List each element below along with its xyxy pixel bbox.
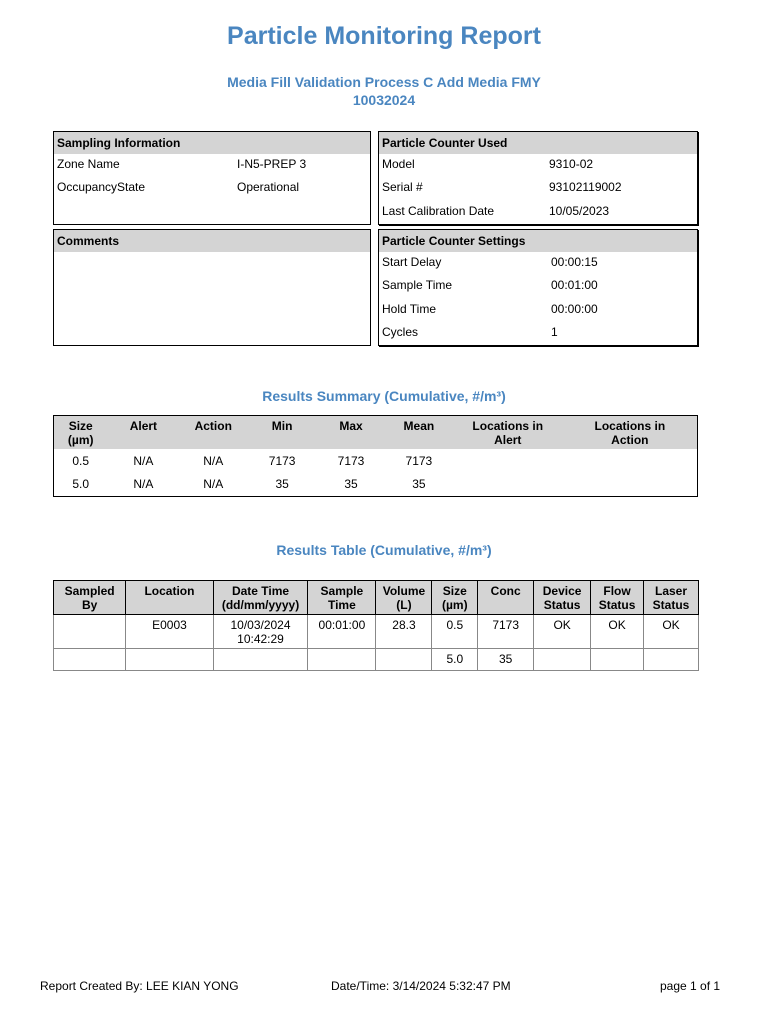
results-header-cell: Volume (L)	[376, 581, 432, 615]
results-cell	[534, 649, 591, 671]
summary-cell: 35	[344, 477, 358, 492]
summary-cell	[563, 472, 698, 496]
results-header-cell: Sample Time	[308, 581, 376, 615]
sampling-value: I-N5-PREP 3	[237, 157, 307, 171]
table-row	[54, 615, 699, 649]
settings-row	[379, 322, 697, 345]
counter-row	[379, 177, 697, 200]
sampling-row	[54, 177, 370, 200]
results-cell	[213, 649, 308, 671]
settings-row	[379, 299, 697, 322]
sampling-row	[54, 154, 370, 177]
sampling-label: OccupancyState	[57, 180, 146, 195]
results-header-cell: Sampled By	[54, 581, 126, 615]
footer-page-number: page 1 of 1	[660, 979, 721, 993]
results-cell	[591, 649, 644, 671]
results-header-cell: Flow Status	[591, 581, 644, 615]
summary-header-action: Action	[179, 416, 247, 450]
report-subtitle	[0, 73, 768, 109]
sampling-value: Operational	[237, 180, 300, 195]
summary-cell	[453, 472, 563, 496]
sampling-label: Zone Name	[57, 157, 120, 171]
results-cell: 00:01:00	[308, 615, 376, 649]
results-cell	[54, 615, 126, 649]
settings-label: Start Delay	[382, 255, 442, 269]
counter-value: 9310-02	[549, 157, 594, 171]
summary-header-locations-in-alert: Locations in Alert	[453, 416, 563, 450]
results-table-title: Results Table (Cumulative, #/m³)	[276, 542, 492, 558]
results-cell: OK	[644, 615, 699, 649]
summary-cell: 35	[412, 477, 426, 492]
results-header-cell: Size (µm)	[432, 581, 478, 615]
table-row	[54, 649, 699, 671]
summary-header-mean: Mean	[385, 416, 453, 450]
comments-panel	[53, 229, 371, 346]
results-header-cell: Device Status	[534, 581, 591, 615]
settings-value: 1	[551, 324, 558, 339]
results-cell: 35	[478, 649, 534, 671]
table-row	[54, 472, 698, 496]
summary-cell: 7173	[405, 453, 433, 468]
footer-created-by: Report Created By: LEE KIAN YONG	[40, 979, 239, 993]
summary-cell: N/A	[203, 477, 224, 492]
results-cell	[644, 649, 699, 671]
summary-header-size: Size (µm)	[54, 416, 108, 450]
results-cell: 0.5	[432, 615, 478, 649]
sampling-information-header: Sampling Information	[54, 132, 370, 154]
results-cell	[54, 649, 126, 671]
summary-header-alert: Alert	[107, 416, 179, 450]
results-header-cell: Conc	[478, 581, 534, 615]
summary-header-locations-in-action: Locations in Action	[563, 416, 698, 450]
particle-counter-used-header: Particle Counter Used	[379, 132, 697, 154]
results-cell	[126, 649, 213, 671]
settings-row	[379, 275, 697, 298]
summary-cell	[453, 449, 563, 472]
results-cell: 28.3	[376, 615, 432, 649]
settings-value: 00:00:15	[551, 255, 598, 269]
summary-cell: 5.0	[72, 477, 90, 492]
counter-value: 93102119002	[549, 180, 622, 195]
results-summary-table	[53, 415, 698, 497]
results-cell: OK	[591, 615, 644, 649]
results-cell: E0003	[126, 615, 213, 649]
counter-value: 10/05/2023	[549, 203, 610, 218]
results-cell: 10/03/2024 10:42:29	[213, 615, 308, 649]
results-header-row	[54, 581, 699, 615]
settings-value: 00:00:00	[551, 301, 598, 316]
subtitle-line-1: Media Fill Validation Process C Add Media FMY	[227, 74, 541, 90]
results-table	[53, 580, 699, 671]
summary-cell: 0.5	[72, 453, 90, 468]
settings-label: Hold Time	[382, 301, 437, 316]
subtitle-line-2: 10032024	[352, 92, 416, 108]
sampling-information-panel	[53, 131, 371, 225]
results-summary-title: Results Summary (Cumulative, #/m³)	[262, 388, 506, 404]
results-header-cell: Laser Status	[644, 581, 699, 615]
settings-label: Cycles	[382, 324, 419, 339]
counter-row	[379, 154, 697, 177]
particle-counter-settings-header: Particle Counter Settings	[379, 230, 697, 252]
results-header-cell: Location	[126, 581, 213, 615]
summary-cell: N/A	[133, 453, 154, 468]
summary-header-row	[54, 416, 698, 450]
table-row	[54, 449, 698, 472]
summary-header-min: Min	[247, 416, 317, 450]
results-header-cell: Date Time (dd/mm/yyyy)	[213, 581, 308, 615]
results-cell	[376, 649, 432, 671]
results-cell: 7173	[478, 615, 534, 649]
results-cell: 5.0	[432, 649, 478, 671]
settings-value: 00:01:00	[551, 278, 598, 293]
counter-row	[379, 201, 697, 224]
summary-cell	[563, 449, 698, 472]
summary-cell: 7173	[337, 453, 365, 468]
settings-row	[379, 252, 697, 275]
particle-counter-settings-panel	[378, 229, 698, 346]
report-title: Particle Monitoring Report	[227, 22, 541, 50]
comments-header: Comments	[54, 230, 370, 252]
results-cell	[308, 649, 376, 671]
summary-cell: N/A	[203, 453, 224, 468]
counter-label: Model	[382, 157, 415, 171]
summary-cell: 7173	[268, 453, 296, 468]
summary-cell: N/A	[133, 477, 154, 492]
settings-label: Sample Time	[382, 278, 453, 293]
summary-cell: 35	[275, 477, 289, 492]
counter-label: Serial #	[382, 180, 423, 195]
particle-counter-used-panel	[378, 131, 698, 225]
footer-datetime: Date/Time: 3/14/2024 5:32:47 PM	[331, 979, 511, 993]
counter-label: Last Calibration Date	[382, 203, 495, 218]
results-cell: OK	[534, 615, 591, 649]
summary-header-max: Max	[317, 416, 385, 450]
